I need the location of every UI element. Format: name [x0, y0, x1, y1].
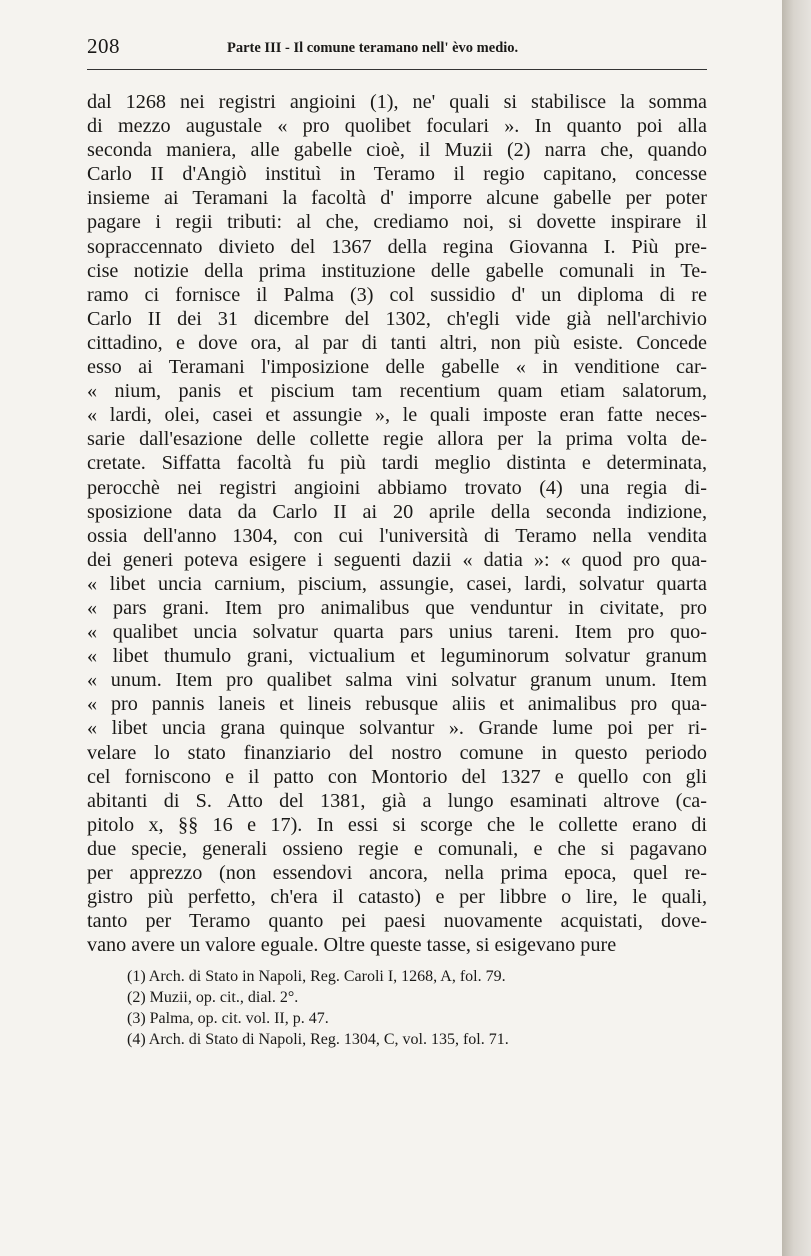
text-line: vano avere un valore eguale. Oltre queste tasse, si esigevano pure [87, 934, 617, 957]
text-line: cretate. Siffatta facoltà fu più tardi meglio distinta e determinata, [87, 452, 707, 475]
text-line: per apprezzo (non essendovi ancora, nella prima epoca, quel re- [87, 862, 707, 884]
text-line: « libet thumulo grani, victualium et leguminorum solvatur granum [87, 645, 707, 668]
body-text [87, 90, 707, 957]
text-line: di mezzo augustale « pro quolibet foculari ». In quanto poi alla [87, 115, 707, 138]
text-line: dal 1268 nei registri angioini (1), ne' quali si stabilisce la somma [87, 91, 707, 113]
text-line: « nium, panis et piscium tam recentium quam etiam salatorum, [87, 380, 707, 403]
text-line: « libet uncia grana quinque solvantur ». Grande lume poi per ri- [87, 717, 707, 740]
page-header [87, 34, 707, 62]
text-line: « unum. Item pro qualibet salma vini solvatur granum unum. Item [87, 669, 707, 692]
text-line: abitanti di S. Atto del 1381, già a lungo esaminati altrove (ca- [87, 789, 707, 812]
text-line: Carlo II d'Angiò instituì in Teramo il regio capitano, concesse [87, 163, 707, 186]
text-line: « pro pannis laneis et lineis rebusque aliis et animalibus pro qua- [87, 693, 707, 716]
text-line: « lardi, olei, casei et assungie », le quali imposte eran fatte neces- [87, 404, 707, 427]
header-rule [87, 69, 707, 70]
running-head: Parte III - Il comune teramano nell' èvo medio. [227, 40, 519, 56]
text-line: sarie dall'esazione delle collette regie allora per la prima volta de- [87, 428, 707, 451]
text-line: due specie, generali ossieno regie e comunali, e che si pagavano [87, 837, 707, 860]
text-line: « pars grani. Item pro animalibus que venduntur in civitate, pro [87, 596, 707, 619]
page-edge [782, 0, 811, 1256]
text-line: perocchè nei registri angioini abbiamo trovato (4) una regia di- [87, 476, 707, 499]
page-number: 208 [87, 34, 120, 58]
text-line: ossia dell'anno 1304, con cui l'università di Teramo nella vendita [87, 524, 707, 547]
text-line: pitolo x, §§ 16 e 17). In essi si scorge che le collette erano di [87, 813, 707, 836]
footnote: (1) Arch. di Stato in Napoli, Reg. Caroli I, 1268, A, fol. 79. [127, 968, 506, 985]
text-line: dei generi poteva esigere i seguenti dazii « datia »: « quod pro qua- [87, 548, 707, 571]
text-line: cise notizie della prima instituzione delle gabelle comunali in Te- [87, 259, 707, 282]
text-line: cittadino, e dove ora, al par di tanti altri, non più esiste. Concede [87, 331, 707, 354]
text-line: tanto per Teramo quanto pei paesi nuovamente acquistati, dove- [87, 910, 707, 933]
text-line: pagare i regii tributi: al che, crediamo noi, si dovette inspirare il [87, 211, 707, 234]
footnote: (3) Palma, op. cit. vol. II, p. 47. [127, 1010, 329, 1027]
footnote: (2) Muzii, op. cit., dial. 2°. [127, 989, 299, 1006]
text-line: insieme ai Teramani la facoltà d' imporre alcune gabelle per poter [87, 187, 707, 210]
text-line: seconda maniera, alle gabelle cioè, il Muzii (2) narra che, quando [87, 139, 707, 162]
text-line: cel forniscono e il patto con Montorio del 1327 e quello con gli [87, 765, 707, 788]
footnotes [127, 966, 687, 1050]
text-line: gistro più perfetto, ch'era il catasto) e per libbre o lire, le quali, [87, 886, 707, 909]
text-line: sopraccennato divieto del 1367 della regina Giovanna I. Più pre- [87, 235, 707, 258]
text-line: esso ai Teramani l'imposizione delle gabelle « in venditione car- [87, 356, 707, 379]
text-line: ramo ci fornisce il Palma (3) col sussidio d' un diploma di re [87, 283, 707, 306]
text-line: Carlo II dei 31 dicembre del 1302, ch'egli vide già nell'archivio [87, 307, 707, 330]
footnote: (4) Arch. di Stato di Napoli, Reg. 1304, C, vol. 135, fol. 71. [127, 1031, 509, 1048]
text-line: sposizione data da Carlo II ai 20 aprile della seconda indizione, [87, 500, 707, 523]
text-line: « qualibet uncia solvatur quarta pars unius tareni. Item pro quo- [87, 621, 707, 644]
text-line: velare lo stato finanziario del nostro comune in questo periodo [87, 741, 707, 764]
text-line: « libet uncia carnium, piscium, assungie, casei, lardi, solvatur quarta [87, 572, 707, 595]
